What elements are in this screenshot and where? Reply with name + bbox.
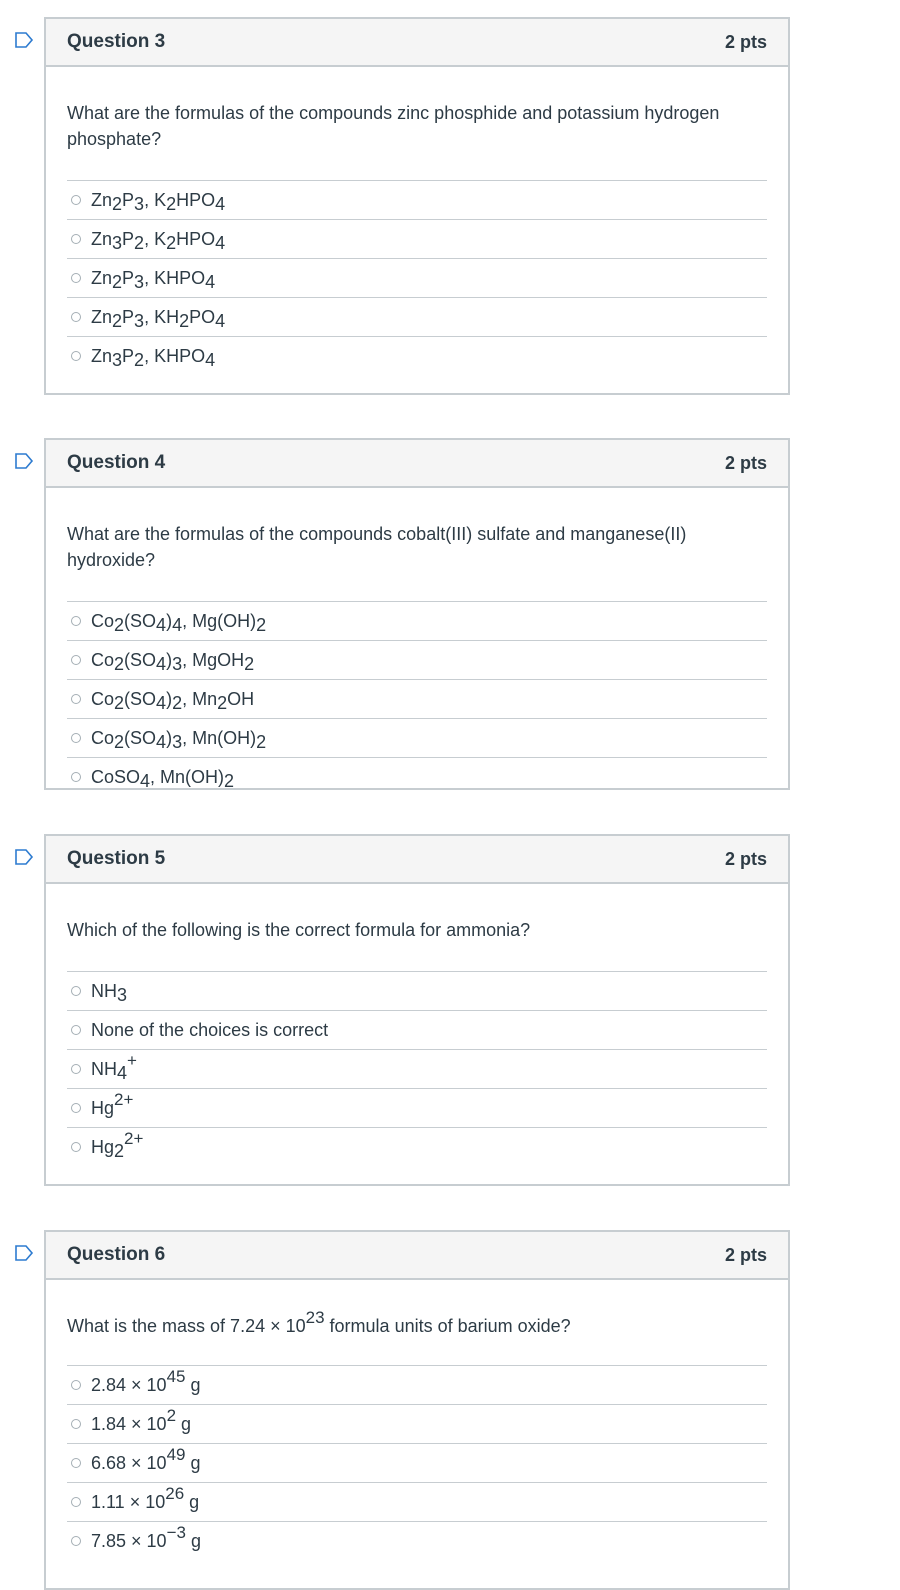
question-card — [44, 17, 790, 395]
answer-option[interactable] — [67, 337, 767, 375]
radio-button[interactable] — [71, 1536, 81, 1546]
question-card — [44, 834, 790, 1186]
answer-label: $Zn_3P_2$, $KHPO_4$ — [91, 345, 216, 370]
answer-option[interactable] — [67, 1483, 767, 1522]
radio-button[interactable] — [71, 616, 81, 626]
flag-question-icon[interactable] — [14, 849, 34, 865]
answer-option[interactable] — [67, 259, 767, 298]
answer-label: $1.11 \times 10^{26}$ g — [91, 1483, 200, 1512]
answer-label: $Hg^{2+}$ — [91, 1089, 134, 1118]
question-prompt: Which of the following is the correct formula for ammonia? — [67, 920, 531, 940]
answer-option[interactable] — [67, 1011, 767, 1050]
question-title: Question 6 — [67, 1244, 166, 1265]
radio-button[interactable] — [71, 772, 81, 782]
question-title: Question 4 — [67, 452, 166, 473]
answer-option[interactable] — [67, 298, 767, 337]
answer-option[interactable] — [67, 641, 767, 680]
flag-question-icon[interactable] — [14, 453, 34, 469]
radio-button[interactable] — [71, 1380, 81, 1390]
answer-label: $Hg_2^{2+}$ — [91, 1128, 144, 1161]
answer-label: $2.84 \times 10^{45}$ g — [91, 1366, 201, 1395]
answer-option[interactable] — [67, 680, 767, 719]
flag-question-icon[interactable] — [14, 32, 34, 48]
radio-button[interactable] — [71, 1103, 81, 1113]
question-title: Question 3 — [67, 31, 166, 52]
answer-option[interactable] — [67, 1089, 767, 1128]
answer-label: $Zn_2P_3$, $KH_2PO_4$ — [91, 306, 226, 331]
answer-label: $7.85 \times 10^{-3}$ g — [91, 1522, 201, 1551]
answer-list — [67, 971, 767, 1166]
radio-button[interactable] — [71, 1064, 81, 1074]
radio-button[interactable] — [71, 986, 81, 996]
question-points: 2 pts — [724, 31, 767, 52]
flag-question-icon[interactable] — [14, 1245, 34, 1261]
answer-option[interactable] — [67, 1128, 767, 1166]
question-header — [46, 19, 788, 67]
answer-option[interactable] — [67, 1366, 767, 1405]
radio-button[interactable] — [71, 694, 81, 704]
question-card — [44, 1230, 790, 1590]
question-points: 2 pts — [724, 848, 767, 869]
radio-button[interactable] — [71, 195, 81, 205]
answer-option[interactable] — [67, 220, 767, 259]
answer-label: CoSO$_4$, $Mn(OH)_2$ — [91, 766, 235, 791]
answer-label: $Co_2(SO_4)_3$, MgOH$_2$ — [91, 649, 255, 674]
answer-label: $Co_2(SO_4)_3$, $Mn(OH)_2$ — [91, 727, 267, 752]
radio-button[interactable] — [71, 234, 81, 244]
answer-option[interactable] — [67, 972, 767, 1011]
answer-label: $NH_3$ — [91, 980, 128, 1005]
question-prompt: What are the formulas of the compounds cobalt(III) sulfate and manganese(II) hydroxide? — [67, 524, 687, 570]
answer-label: None of the choices is correct — [91, 1019, 329, 1040]
radio-button[interactable] — [71, 655, 81, 665]
answer-label: $Co_2(SO_4)_2$, $Mn_2OH$ — [91, 688, 255, 713]
answer-option[interactable] — [67, 181, 767, 220]
answer-option[interactable] — [67, 758, 767, 796]
answer-label: $NH_4^+$ — [91, 1050, 137, 1083]
answer-list — [67, 1365, 767, 1560]
radio-button[interactable] — [71, 1497, 81, 1507]
radio-button[interactable] — [71, 1025, 81, 1035]
answer-label: $1.84 \times 10^2$ g — [91, 1405, 192, 1434]
answer-option[interactable] — [67, 1522, 767, 1560]
radio-button[interactable] — [71, 1419, 81, 1429]
radio-button[interactable] — [71, 351, 81, 361]
radio-button[interactable] — [71, 1142, 81, 1152]
question-points: 2 pts — [724, 1244, 767, 1265]
answer-option[interactable] — [67, 1050, 767, 1089]
answer-option[interactable] — [67, 719, 767, 758]
radio-button[interactable] — [71, 733, 81, 743]
question-header — [46, 440, 788, 488]
question-header — [46, 1232, 788, 1280]
answer-label: $6.68 \times 10^{49}$ g — [91, 1444, 201, 1473]
radio-button[interactable] — [71, 1458, 81, 1468]
answer-option[interactable] — [67, 1405, 767, 1444]
question-card — [44, 438, 790, 790]
question-header — [46, 836, 788, 884]
question-prompt: What is the mass of $7.24 \times 10^{23}$ formula units of barium oxide? — [67, 1308, 571, 1336]
answer-label: $Zn_2P_3$, $K_2HPO_4$ — [91, 189, 226, 214]
answer-list — [67, 601, 767, 796]
question-title: Question 5 — [67, 848, 166, 869]
question-prompt: What are the formulas of the compounds zinc phosphide and potassium hydrogen phosphate? — [67, 103, 720, 149]
answer-option[interactable] — [67, 1444, 767, 1483]
radio-button[interactable] — [71, 312, 81, 322]
answer-list — [67, 180, 767, 375]
answer-label: $Co_2(SO_4)_4$, $Mg(OH)_2$ — [91, 610, 267, 635]
radio-button[interactable] — [71, 273, 81, 283]
answer-option[interactable] — [67, 602, 767, 641]
answer-label: $Zn_3P_2$, $K_2HPO_4$ — [91, 228, 226, 253]
question-points: 2 pts — [724, 452, 767, 473]
answer-label: $Zn_2P_3$, $KHPO_4$ — [91, 267, 216, 292]
